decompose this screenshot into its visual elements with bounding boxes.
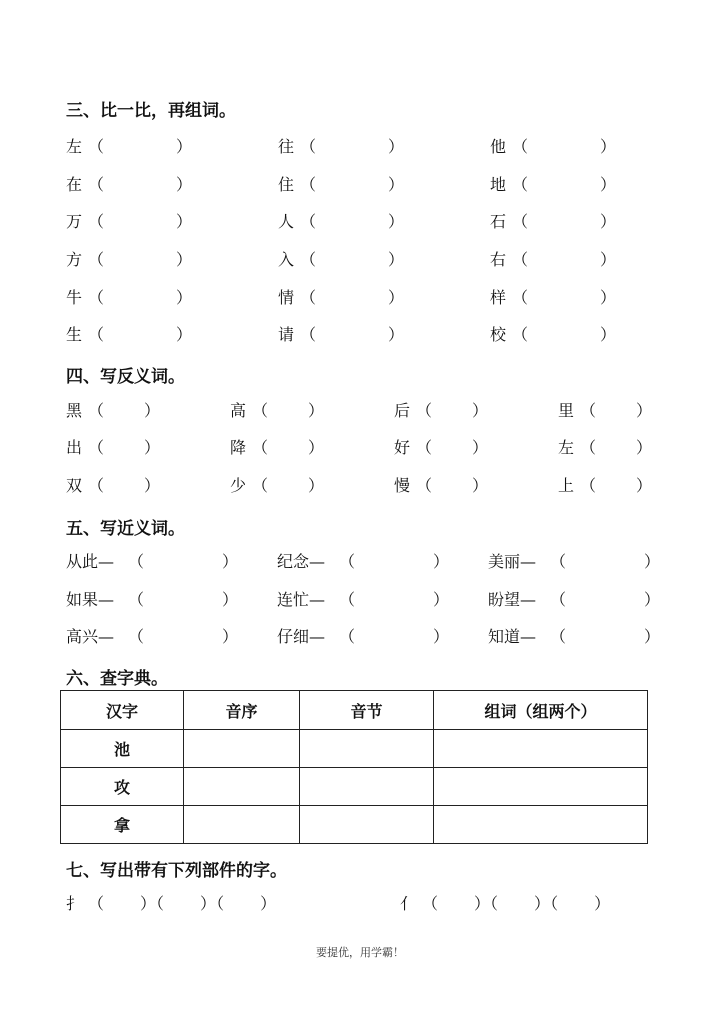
fill-in-item	[558, 435, 652, 458]
close-paren: ）	[600, 250, 617, 269]
fill-in-item	[488, 624, 660, 647]
open-paren: （	[550, 627, 567, 646]
answer-blank[interactable]	[104, 209, 176, 227]
answer-blank[interactable]	[316, 285, 388, 303]
answer-blank[interactable]	[498, 891, 534, 909]
close-paren: ）	[600, 175, 617, 194]
close-paren: ）	[636, 476, 653, 495]
prompt-char: 生	[66, 325, 83, 344]
close-paren: ）	[433, 552, 450, 571]
fill-in-item	[277, 624, 449, 647]
close-paren: ）	[144, 401, 161, 420]
close-paren: ）	[308, 476, 325, 495]
answer-blank[interactable]	[144, 587, 222, 605]
answer-blank[interactable]	[104, 473, 144, 491]
open-paren: （	[88, 894, 105, 913]
prompt-char: 石	[490, 212, 507, 231]
answer-cell[interactable]	[300, 806, 434, 844]
open-paren: （	[300, 325, 317, 344]
answer-blank[interactable]	[432, 473, 472, 491]
fill-in-item	[66, 172, 192, 195]
close-paren: ）	[176, 212, 193, 231]
answer-blank[interactable]	[596, 435, 636, 453]
answer-blank[interactable]	[596, 473, 636, 491]
prompt-char: 住	[278, 175, 295, 194]
open-paren: （	[128, 552, 145, 571]
close-paren: ）	[636, 401, 653, 420]
close-paren: ）	[222, 627, 239, 646]
prompt-char: 高兴—	[66, 627, 115, 646]
answer-blank[interactable]	[104, 322, 176, 340]
answer-blank[interactable]	[104, 247, 176, 265]
char-cell: 攻	[61, 768, 184, 806]
answer-blank[interactable]	[104, 285, 176, 303]
fill-in-item	[490, 322, 616, 345]
answer-blank[interactable]	[104, 134, 176, 152]
char-cell: 拿	[61, 806, 184, 844]
answer-blank[interactable]	[268, 398, 308, 416]
close-paren: ）	[176, 288, 193, 307]
open-paren: （	[252, 401, 269, 420]
fill-in-item	[66, 624, 238, 647]
open-paren: （	[88, 325, 105, 344]
open-paren: （	[339, 627, 356, 646]
radical-item	[66, 891, 276, 914]
answer-blank[interactable]	[528, 285, 600, 303]
open-paren: （	[88, 401, 105, 420]
close-paren: ）	[144, 476, 161, 495]
fill-in-item	[230, 435, 324, 458]
prompt-char: 里	[558, 401, 575, 420]
answer-blank[interactable]	[432, 435, 472, 453]
close-paren: ）	[388, 212, 405, 231]
answer-blank[interactable]	[528, 134, 600, 152]
open-paren: （	[88, 250, 105, 269]
fill-in-item	[66, 247, 192, 270]
answer-blank[interactable]	[104, 172, 176, 190]
open-paren: （	[216, 894, 225, 913]
answer-cell[interactable]	[184, 768, 300, 806]
open-paren: （	[128, 627, 145, 646]
close-paren: ）	[433, 627, 450, 646]
fill-in-item	[278, 285, 404, 308]
open-paren: （	[512, 175, 529, 194]
prompt-char: 入	[278, 250, 295, 269]
prompt-char: 纪念—	[277, 552, 326, 571]
answer-blank[interactable]	[432, 398, 472, 416]
section-antonyms-title: 四、写反义词。	[66, 367, 185, 387]
fill-in-item	[490, 209, 616, 232]
dictionary-table	[60, 690, 648, 844]
close-paren: ）	[308, 401, 325, 420]
radical-item	[400, 891, 610, 914]
open-paren: （	[580, 401, 597, 420]
close-paren: ）	[260, 894, 277, 913]
char-cell: 池	[61, 730, 184, 768]
close-paren: ）	[144, 438, 161, 457]
fill-in-item	[488, 549, 660, 572]
fill-in-item	[230, 398, 324, 421]
answer-cell[interactable]	[300, 730, 434, 768]
answer-blank[interactable]	[316, 322, 388, 340]
answer-blank[interactable]	[355, 549, 433, 567]
answer-blank[interactable]	[224, 891, 260, 909]
prompt-char: 美丽—	[488, 552, 537, 571]
radical-char: 亻	[400, 894, 417, 913]
close-paren: ）	[472, 401, 489, 420]
answer-blank[interactable]	[104, 891, 140, 909]
close-paren: ）	[600, 212, 617, 231]
open-paren: （	[128, 590, 145, 609]
answer-cell[interactable]	[434, 806, 648, 844]
close-paren: ）	[644, 627, 661, 646]
prompt-char: 请	[278, 325, 295, 344]
prompt-char: 高	[230, 401, 247, 420]
fill-in-item	[490, 247, 616, 270]
answer-blank[interactable]	[144, 549, 222, 567]
close-paren: ）	[176, 175, 193, 194]
close-paren: ）	[388, 250, 405, 269]
close-paren: ）	[534, 894, 551, 913]
close-paren: ）	[594, 894, 611, 913]
open-paren: （	[512, 137, 529, 156]
fill-in-item	[230, 473, 324, 496]
open-paren: （	[512, 325, 529, 344]
prompt-char: 连忙—	[277, 590, 326, 609]
prompt-char: 牛	[66, 288, 83, 307]
close-paren: ）	[388, 288, 405, 307]
close-paren: ）	[644, 552, 661, 571]
prompt-char: 在	[66, 175, 83, 194]
prompt-char: 双	[66, 476, 83, 495]
open-paren: （	[416, 476, 433, 495]
open-paren: （	[88, 175, 105, 194]
close-paren: ）	[636, 438, 653, 457]
open-paren: （	[550, 894, 559, 913]
close-paren: ）	[176, 250, 193, 269]
answer-blank[interactable]	[558, 891, 594, 909]
answer-blank[interactable]	[268, 473, 308, 491]
open-paren: （	[416, 401, 433, 420]
fill-in-item	[278, 322, 404, 345]
open-paren: （	[550, 590, 567, 609]
header-cell-words: 组词（组两个）	[434, 691, 648, 730]
close-paren: ）	[176, 325, 193, 344]
prompt-char: 黑	[66, 401, 83, 420]
answer-blank[interactable]	[355, 587, 433, 605]
answer-blank[interactable]	[316, 247, 388, 265]
answer-blank[interactable]	[528, 209, 600, 227]
prompt-char: 后	[394, 401, 411, 420]
fill-in-item	[277, 549, 449, 572]
close-paren: ）	[140, 894, 157, 913]
answer-cell[interactable]	[184, 806, 300, 844]
prompt-char: 盼望—	[488, 590, 537, 609]
answer-blank[interactable]	[316, 134, 388, 152]
answer-cell[interactable]	[434, 730, 648, 768]
prompt-char: 上	[558, 476, 575, 495]
prompt-char: 知道—	[488, 627, 537, 646]
header-cell-initial: 音序	[184, 691, 300, 730]
fill-in-item	[66, 322, 192, 345]
fill-in-item	[394, 473, 488, 496]
prompt-char: 地	[490, 175, 507, 194]
prompt-char: 左	[66, 137, 83, 156]
open-paren: （	[252, 476, 269, 495]
fill-in-item	[488, 587, 660, 610]
open-paren: （	[512, 288, 529, 307]
close-paren: ）	[600, 137, 617, 156]
fill-in-item	[490, 134, 616, 157]
answer-cell[interactable]	[300, 768, 434, 806]
open-paren: （	[88, 476, 105, 495]
section-dictionary-title: 六、查字典。	[66, 669, 168, 689]
open-paren: （	[300, 288, 317, 307]
close-paren: ）	[388, 137, 405, 156]
close-paren: ）	[600, 288, 617, 307]
fill-in-item	[66, 473, 160, 496]
close-paren: ）	[433, 590, 450, 609]
prompt-char: 慢	[394, 476, 411, 495]
answer-cell[interactable]	[434, 768, 648, 806]
prompt-char: 他	[490, 137, 507, 156]
prompt-char: 校	[490, 325, 507, 344]
fill-in-item	[278, 247, 404, 270]
fill-in-item	[66, 587, 238, 610]
open-paren: （	[88, 288, 105, 307]
prompt-char: 样	[490, 288, 507, 307]
prompt-char: 如果—	[66, 590, 115, 609]
fill-in-item	[278, 134, 404, 157]
fill-in-item	[66, 549, 238, 572]
open-paren: （	[88, 212, 105, 231]
open-paren: （	[339, 552, 356, 571]
prompt-char: 少	[230, 476, 247, 495]
header-cell-syllable: 音节	[300, 691, 434, 730]
answer-blank[interactable]	[355, 624, 433, 642]
open-paren: （	[512, 250, 529, 269]
fill-in-item	[558, 473, 652, 496]
fill-in-item	[277, 587, 449, 610]
answer-blank[interactable]	[528, 322, 600, 340]
close-paren: ）	[308, 438, 325, 457]
fill-in-item	[394, 435, 488, 458]
fill-in-item	[490, 172, 616, 195]
section-synonyms-title: 五、写近义词。	[66, 519, 185, 539]
open-paren: （	[339, 590, 356, 609]
close-paren: ）	[472, 438, 489, 457]
fill-in-item	[66, 435, 160, 458]
table-row	[61, 806, 648, 844]
open-paren: （	[422, 894, 439, 913]
section-radicals-title: 七、写出带有下列部件的字。	[66, 861, 287, 881]
answer-blank[interactable]	[104, 435, 144, 453]
prompt-char: 右	[490, 250, 507, 269]
radical-char: 扌	[66, 894, 83, 913]
fill-in-item	[490, 285, 616, 308]
open-paren: （	[580, 438, 597, 457]
fill-in-item	[558, 398, 652, 421]
section-compare-title: 三、比一比，再组词。	[66, 101, 236, 121]
prompt-char: 情	[278, 288, 295, 307]
prompt-char: 方	[66, 250, 83, 269]
prompt-char: 左	[558, 438, 575, 457]
open-paren: （	[88, 438, 105, 457]
answer-blank[interactable]	[144, 624, 222, 642]
open-paren: （	[512, 212, 529, 231]
answer-blank[interactable]	[528, 247, 600, 265]
prompt-char: 好	[394, 438, 411, 457]
fill-in-item	[278, 209, 404, 232]
close-paren: ）	[472, 476, 489, 495]
open-paren: （	[416, 438, 433, 457]
answer-blank[interactable]	[438, 891, 474, 909]
close-paren: ）	[388, 325, 405, 344]
header-cell-char: 汉字	[61, 691, 184, 730]
answer-blank[interactable]	[268, 435, 308, 453]
fill-in-item	[66, 398, 160, 421]
prompt-char: 万	[66, 212, 83, 231]
answer-blank[interactable]	[566, 624, 644, 642]
open-paren: （	[156, 894, 165, 913]
close-paren: ）	[222, 590, 239, 609]
close-paren: ）	[388, 175, 405, 194]
fill-in-item	[278, 172, 404, 195]
fill-in-item	[394, 398, 488, 421]
close-paren: ）	[644, 590, 661, 609]
answer-blank[interactable]	[164, 891, 200, 909]
table-row	[61, 730, 648, 768]
answer-blank[interactable]	[596, 398, 636, 416]
answer-blank[interactable]	[316, 209, 388, 227]
open-paren: （	[300, 212, 317, 231]
open-paren: （	[580, 476, 597, 495]
close-paren: ）	[474, 894, 491, 913]
table-header-row	[61, 691, 648, 730]
answer-blank[interactable]	[528, 172, 600, 190]
prompt-char: 人	[278, 212, 295, 231]
prompt-char: 降	[230, 438, 247, 457]
footer-slogan: 要提优，用学霸！	[316, 946, 404, 959]
prompt-char: 出	[66, 438, 83, 457]
answer-cell[interactable]	[184, 730, 300, 768]
answer-blank[interactable]	[566, 587, 644, 605]
open-paren: （	[252, 438, 269, 457]
open-paren: （	[300, 175, 317, 194]
answer-blank[interactable]	[104, 398, 144, 416]
fill-in-item	[66, 209, 192, 232]
open-paren: （	[550, 552, 567, 571]
table-row	[61, 768, 648, 806]
close-paren: ）	[200, 894, 217, 913]
prompt-char: 往	[278, 137, 295, 156]
prompt-char: 从此—	[66, 552, 115, 571]
fill-in-item	[66, 134, 192, 157]
close-paren: ）	[222, 552, 239, 571]
open-paren: （	[88, 137, 105, 156]
open-paren: （	[300, 137, 317, 156]
open-paren: （	[300, 250, 317, 269]
open-paren: （	[490, 894, 499, 913]
answer-blank[interactable]	[316, 172, 388, 190]
prompt-char: 仔细—	[277, 627, 326, 646]
close-paren: ）	[176, 137, 193, 156]
fill-in-item	[66, 285, 192, 308]
close-paren: ）	[600, 325, 617, 344]
answer-blank[interactable]	[566, 549, 644, 567]
